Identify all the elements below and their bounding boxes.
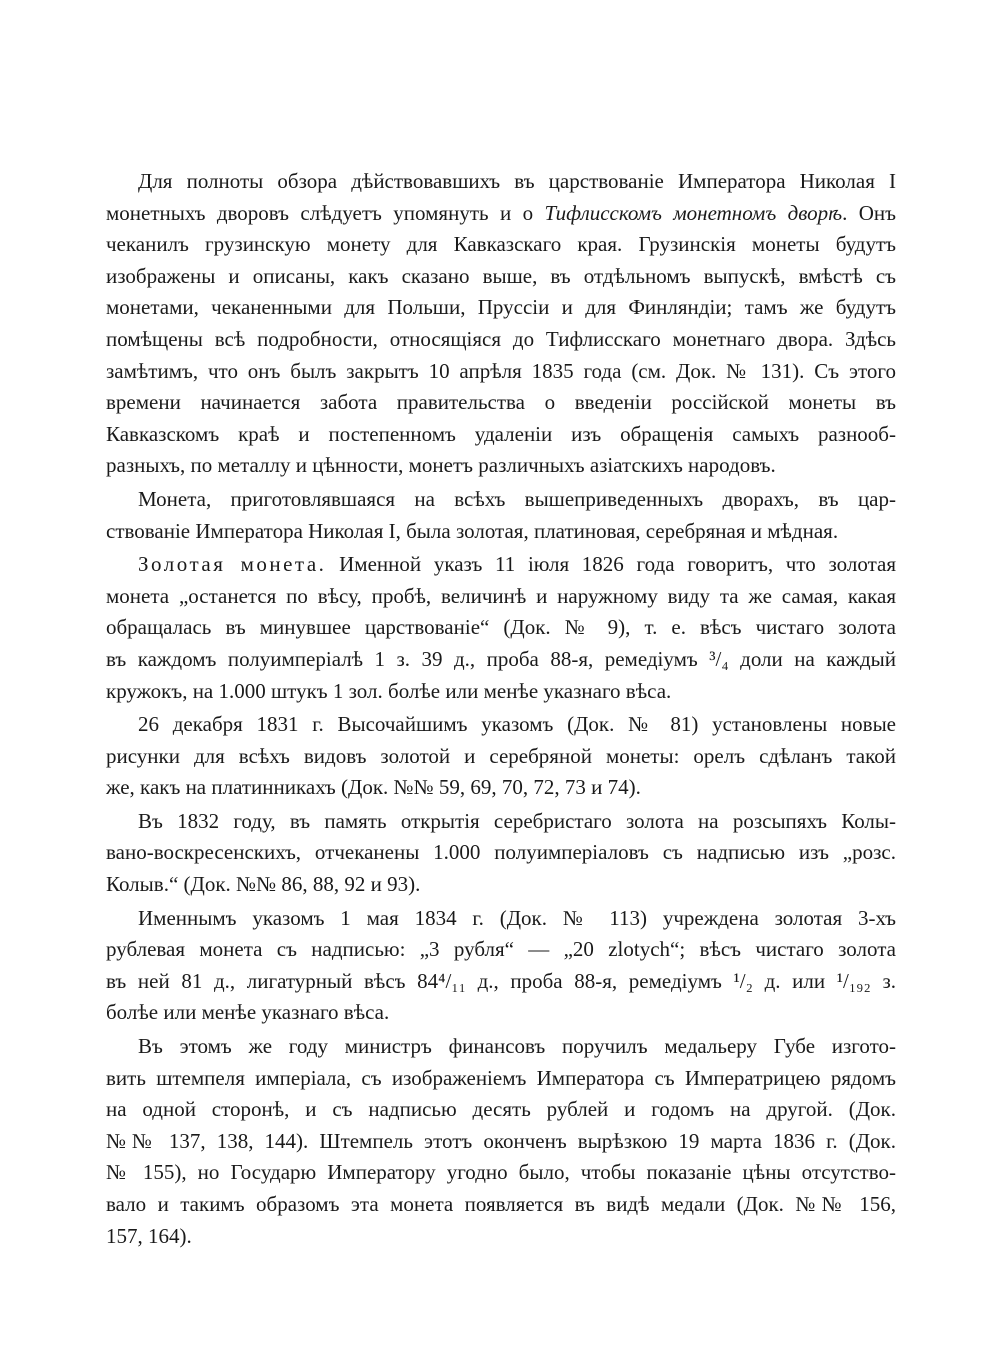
text-span: Именной указъ 11 іюля 1826 года говоритъ, что золотая [326, 552, 896, 577]
text-line: Кавказскомъ краѣ и постепенномъ удаленіи изъ обращенія самыхъ разнооб- [106, 421, 896, 446]
text-line: въ каждомъ полуимперіалѣ 1 з. 39 д., проба 88-я, ремедіумъ ³/₄ доли на каждый [106, 646, 896, 671]
text-line [106, 549, 896, 581]
text-line: вало и такимъ образомъ эта монета появляется въ видѣ медали (Док. №№ 156, [106, 1192, 896, 1216]
paragraph [106, 709, 896, 804]
text-line: Именнымъ указомъ 1 мая 1834 г. (Док. № 113) учреждена золотая 3-хъ [138, 905, 896, 930]
text-line: вить штемпеля имперіала, съ изображеніемъ Императора съ Императрицею рядомъ [106, 1065, 896, 1090]
text-line: на одной сторонѣ, и съ надписью десять рублей и годомъ на другой. (Док. [106, 1097, 896, 1122]
text-span: монетныхъ дворовъ слѣдуетъ упомянуть и о [106, 200, 545, 225]
text-line: чеканилъ грузинскую монету для Кавказскаго края. Грузинскія монеты будутъ [106, 232, 896, 257]
text-line: Монета, приготовлявшаяся на всѣхъ вышеприведенныхъ дворахъ, въ цар- [138, 486, 896, 511]
text-line: Колыв.“ (Док. №№ 86, 88, 92 и 93). [106, 872, 421, 897]
text-line: 26 декабря 1831 г. Высочайшимъ указомъ (Док. № 81) установлены новые [138, 712, 896, 737]
text-line: Въ этомъ же году министръ финансовъ поручилъ медальеру Губе изгото- [138, 1034, 896, 1059]
text-line: Для полноты обзора дѣйствовавшихъ въ царствованіе Императора Николая I [138, 169, 896, 193]
text-line: замѣтимъ, что онъ былъ закрытъ 10 апрѣля 1835 года (см. Док. № 131). Съ этого [106, 358, 896, 383]
text-line: рисунки для всѣхъ видовъ золотой и серебряной монеты: орелъ сдѣланъ такой [106, 743, 896, 768]
text-line: изображены и описаны, какъ сказано выше, въ отдѣльномъ выпускѣ, вмѣстѣ съ [106, 263, 896, 288]
text-line: времени начинается забота правительства о введеніи россійской монеты въ [106, 390, 896, 415]
text-line [106, 198, 896, 230]
text-line: рублевая монета съ надписью: „3 рубля“ — „20 zlotych“; вѣсъ чистаго золота [106, 937, 896, 962]
text-line: кружокъ, на 1.000 штукъ 1 зол. болѣе или менѣе указнаго вѣса. [106, 678, 672, 703]
text-line: разныхъ, по металлу и цѣнности, монетъ различныхъ азіатскихъ народовъ. [106, 453, 776, 478]
paragraph [106, 806, 896, 901]
text-line: обращалась въ минувшее царствованіе“ (Док. № 9), т. е. вѣсъ чистаго золота [106, 615, 896, 640]
text-line: № 155), но Государю Императору угодно было, чтобы показаніе цѣны отсутство- [106, 1160, 896, 1185]
text-line: помѣщены всѣ подробности, относящіяся до Тифлисскаго монетнаго двора. Здѣсь [106, 326, 896, 351]
text-line: въ ней 81 д., лигатурный вѣсъ 84⁴/₁₁ д., проба 88-я, ремедіумъ ¹/₂ д. или ¹/₁₉₂ з. [106, 968, 896, 993]
text-line: же, какъ на платинникахъ (Док. №№ 59, 69, 70, 72, 73 и 74). [106, 775, 641, 800]
paragraph [106, 166, 896, 482]
text-line: 157, 164). [106, 1223, 192, 1248]
text-line: вано-воскресенскихъ, отчеканены 1.000 полуимперіаловъ съ надписью изъ „розс. [106, 840, 896, 865]
paragraph [106, 549, 896, 707]
text-line: монетами, чеканенными для Польши, Пруссіи и для Финляндіи; тамъ же будутъ [106, 295, 896, 320]
text-span: . Онъ [842, 200, 897, 225]
emphasized-text: Тифлисскомъ монетномъ дворѣ [544, 200, 843, 225]
document-page [106, 166, 896, 1254]
text-line: №№ 137, 138, 144). Штемпель этотъ оконченъ вырѣзкою 19 марта 1836 г. (Док. [106, 1128, 896, 1153]
paragraph [106, 1031, 896, 1252]
paragraph [106, 484, 896, 547]
paragraph [106, 903, 896, 1029]
text-line: ствованіе Императора Николая I, была золотая, платиновая, серебряная и мѣдная. [106, 518, 839, 543]
text-line: Въ 1832 году, въ память открытія серебристаго золота на розсыпяхъ Колы- [138, 808, 896, 833]
text-line: болѣе или менѣе указнаго вѣса. [106, 1000, 390, 1025]
text-line: монета „останется по вѣсу, пробѣ, величинѣ и наружному виду та же самая, какая [106, 583, 896, 608]
emphasized-text: Золотая монета. [138, 552, 327, 577]
